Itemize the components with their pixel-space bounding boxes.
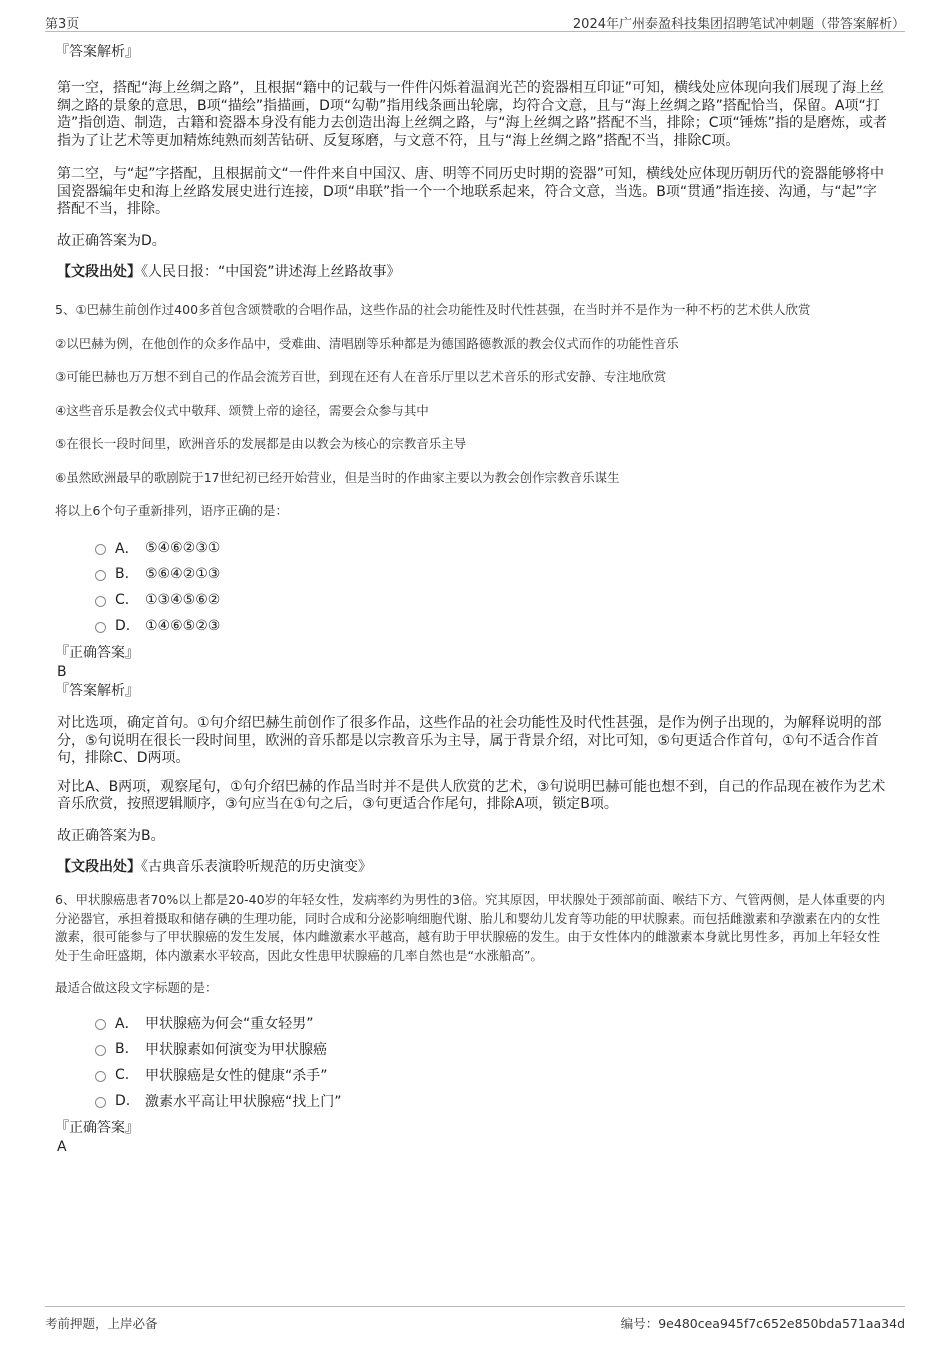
option-letter: D.	[115, 618, 131, 634]
option-a[interactable]	[95, 535, 890, 561]
question-line: ⑥虽然欧洲最早的歌剧院于17世纪初已经开始营业，但是当时的作曲家主要以为教会创作宗教音乐谋生	[55, 469, 620, 485]
correct-answer: A	[57, 1139, 67, 1155]
option-text: ⑤⑥④②①③	[145, 566, 221, 582]
option-b[interactable]	[95, 561, 890, 587]
correct-answer-label: 『正确答案』	[55, 1120, 139, 1136]
document-body	[55, 42, 890, 1156]
analysis-paragraph: 第二空，与“起”字搭配，且根据前文“一件件来自中国汉、唐、明等不同历史时期的瓷器”可知，横线处应体现历朝历代的瓷器能够将中国瓷器编年史和海上丝路发展史进行连接，D项“串联”指一个一个地联系起来，符合文意，当选。B项“贯通”指连接、沟通，与“起”字搭配不当，排除。	[57, 166, 885, 217]
code-label: 编号：	[620, 1316, 659, 1331]
question-5	[55, 301, 890, 877]
option-c[interactable]	[95, 1062, 890, 1088]
source-label: 【文段出处】	[57, 859, 141, 875]
option-letter: B.	[115, 1041, 130, 1057]
source-citation	[57, 262, 890, 282]
analysis-conclusion: 故正确答案为D。	[57, 232, 166, 249]
option-text: ①③④⑤⑥②	[145, 592, 221, 608]
option-text: ①④⑥⑤②③	[145, 618, 221, 634]
analysis-paragraph: 第一空，搭配“海上丝绸之路”，且根据“籍中的记载与一件件闪烁着温润光芒的瓷器相互印证”可知，横线处应体现向我们展现了海上丝绸之路的景象的意思，B项“描绘”指描画，D项“勾勒”指用线条画出轮廓，均符合文意，且与“海上丝绸之路”搭配恰当，保留。A项“打造”指创造、制造，古籍和瓷器本身没有能力去创造出海上丝绸之路，与“海上丝绸之路”搭配不当，排除；C项“锤炼”指的是磨炼，或者指为了让艺术等更加精炼纯熟而刻苦钻研、反复琢磨，与文意不符，且与“海上丝绸之路”搭配不当，排除C项。	[57, 80, 888, 149]
analysis-label: 『答案解析』	[55, 683, 139, 699]
option-list	[95, 1010, 890, 1114]
option-a[interactable]	[95, 1010, 890, 1036]
option-text: 甲状腺素如何演变为甲状腺癌	[145, 1042, 327, 1058]
page-footer	[45, 1306, 905, 1331]
correct-answer-label: 『正确答案』	[55, 645, 139, 661]
radio-icon[interactable]	[95, 596, 106, 607]
option-letter: C.	[115, 592, 130, 608]
question-line: ③可能巴赫也万万想不到自己的作品会流芳百世，到现在还有人在音乐厅里以艺术音乐的形式安静、专注地欣赏	[55, 369, 667, 384]
option-list	[95, 535, 890, 639]
analysis-conclusion: 故正确答案为B。	[57, 827, 165, 844]
question-line: 5、①巴赫生前创作过400多首包含颂赞歌的合唱作品，这些作品的社会功能性及时代性甚强，在当时并不是作为一种不朽的艺术供人欣赏	[55, 302, 811, 317]
option-text: 甲状腺癌为何会“重女轻男”	[145, 1016, 314, 1032]
option-letter: A．	[115, 1016, 139, 1032]
option-text: 甲状腺癌是女性的健康“杀手”	[145, 1068, 328, 1084]
radio-icon[interactable]	[95, 1071, 106, 1082]
option-c[interactable]	[95, 587, 890, 613]
question-line: ⑤在很长一段时间里，欧洲音乐的发展都是由以教会为核心的宗教音乐主导	[55, 436, 467, 451]
option-letter: A．	[115, 541, 139, 557]
page-header	[45, 11, 905, 32]
analysis-label: 『答案解析』	[55, 44, 139, 60]
source-label: 【文段出处】	[57, 264, 141, 280]
radio-icon[interactable]	[95, 544, 106, 555]
option-letter: B.	[115, 566, 130, 582]
analysis-paragraph: 对比A、B两项，观察尾句，①句介绍巴赫的作品当时并不是供人欣赏的艺术，③句说明巴赫可能也想不到，自己的作品现在被作为艺术音乐欣赏，按照逻辑顺序，③句应当在①句之后，③句更适合作尾句，排除A项，锁定B项。	[57, 778, 886, 812]
source-citation	[57, 857, 890, 877]
question-prompt: 最适合做这段文字标题的是：	[55, 980, 218, 995]
document-title: 2024年广州泰盈科技集团招聘笔试冲刺题（带答案解析）	[572, 17, 905, 32]
source-title: 《人民日报：“中国瓷”讲述海上丝路故事》	[141, 264, 401, 280]
option-text: ⑤④⑥②③①	[145, 540, 221, 556]
analysis-paragraph: 对比选项，确定首句。①句介绍巴赫生前创作了很多作品，这些作品的社会功能性及时代性甚强，是作为例子出现的，为解释说明的部分，⑤句说明在很长一段时间里，欧洲的音乐都是以宗教音乐为主导，属于背景介绍，对比可知，⑤句更适合作首句，①句不适合作首句，排除C、D两项。	[57, 715, 882, 766]
option-d[interactable]	[95, 613, 890, 639]
correct-answer: B	[57, 664, 67, 680]
question-6	[55, 891, 890, 1156]
option-letter: C.	[115, 1067, 130, 1083]
radio-icon[interactable]	[95, 570, 106, 581]
code-value: 9e480cea945f7c652e850bda571aa34d	[658, 1316, 905, 1331]
option-letter: D.	[115, 1093, 131, 1109]
radio-icon[interactable]	[95, 1097, 106, 1108]
document-code	[621, 1314, 905, 1332]
question-line: ②以巴赫为例，在他创作的众多作品中，受难曲、清唱剧等乐种都是为德国路德教派的教会仪式而作的功能性音乐	[55, 335, 679, 351]
question-prompt: 将以上6个句子重新排列，语序正确的是：	[55, 503, 288, 518]
radio-icon[interactable]	[95, 622, 106, 633]
option-text: 激素水平高让甲状腺癌“找上门”	[145, 1094, 342, 1110]
radio-icon[interactable]	[95, 1045, 106, 1056]
option-d[interactable]	[95, 1088, 890, 1114]
question-line: ④这些音乐是教会仪式中敬拜、颂赞上帝的途径，需要会众参与其中	[55, 402, 429, 418]
radio-icon[interactable]	[95, 1019, 106, 1030]
footer-slogan: 考前押题，上岸必备	[45, 1316, 158, 1331]
question-stem: 6、甲状腺癌患者70%以上都是20-40岁的年轻女性，发病率约为男性的3倍。究其原因，甲状腺处于颈部前面、喉结下方、气管两侧，是人体重要的内分泌器官，承担着摄取和储存碘的生理功能，同时合成和分泌影响细胞代谢、胎儿和婴幼儿发育等功能的甲状腺素。而包括雌激素和孕激素在内的女性激素，很可能参与了甲状腺癌的发生发展，体内雌激素水平越高，越有助于甲状腺癌的发生。由于女性体内的雌激素本身就比男性多，再加上年轻女性处于生命旺盛期，体内激素水平较高，因此女性患甲状腺癌的几率自然也是“水涨船高”。	[55, 892, 886, 963]
source-title: 《古典音乐表演聆听规范的历史演变》	[141, 859, 372, 875]
option-b[interactable]	[95, 1036, 890, 1062]
page-number: 第3页	[45, 17, 80, 32]
